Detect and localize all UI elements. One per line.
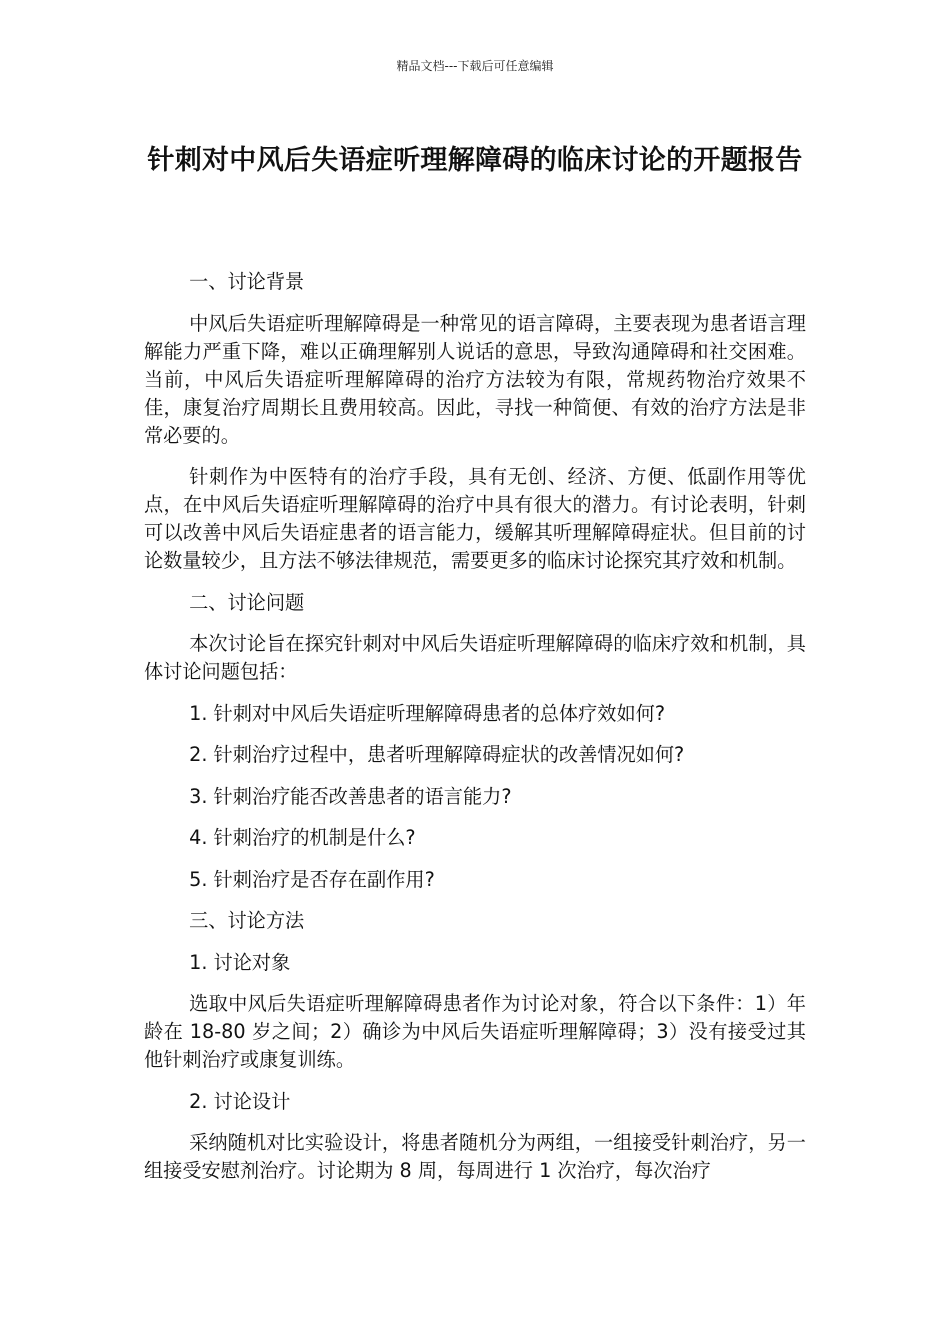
- subsection-heading-design: 2. 讨论设计: [189, 1089, 291, 1113]
- question-item-1: 1. 针刺对中风后失语症听理解障碍患者的总体疗效如何?: [189, 701, 666, 725]
- background-paragraph-1: 中风后失语症听理解障碍是一种常见的语言障碍，主要表现为患者语言理解能力严重下降，难以正确理解别人说话的意思，导致沟通障碍和社交困难。当前，中风后失语症听理解障碍的治疗方法较为有限，常规药物治疗效果不佳，康复治疗周期长且费用较高。因此，寻找一种简便、有效的治疗方法是非常必要的。: [144, 311, 806, 447]
- questions-intro: 本次讨论旨在探究针刺对中风后失语症听理解障碍的临床疗效和机制，具体讨论问题包括：: [144, 632, 806, 683]
- section-heading-background: 一、讨论背景: [189, 270, 305, 293]
- subsection-heading-subjects: 1. 讨论对象: [189, 950, 291, 974]
- section-heading-questions: 二、讨论问题: [189, 590, 305, 614]
- design-paragraph: 采纳随机对比实验设计，将患者随机分为两组，一组接受针刺治疗，另一组接受安慰剂治疗。讨论期为 8 周，每周进行 1 次治疗，每次治疗: [144, 1131, 806, 1182]
- document-body: [144, 268, 806, 1199]
- background-paragraph-2: 针刺作为中医特有的治疗手段，具有无创、经济、方便、低副作用等优点，在中风后失语症听理解障碍的治疗中具有很大的潜力。有讨论表明，针刺可以改善中风后失语症患者的语言能力，缓解其听理解障碍症状。但目前的讨论数量较少，且方法不够法律规范，需要更多的临床讨论探究其疗效和机制。: [144, 465, 806, 572]
- question-item-4: 4. 针刺治疗的机制是什么?: [189, 826, 416, 849]
- question-item-2: 2. 针刺治疗过程中，患者听理解障碍症状的改善情况如何?: [189, 743, 685, 766]
- section-heading-methods: 三、讨论方法: [189, 909, 305, 932]
- subjects-paragraph: 选取中风后失语症听理解障碍患者作为讨论对象，符合以下条件：1）年龄在 18-80 岁之间；2）确诊为中风后失语症听理解障碍；3）没有接受过其他针刺治疗或康复训练。: [144, 992, 806, 1071]
- header-note: 精品文档---下载后可任意编辑: [396, 59, 554, 73]
- question-item-3: 3. 针刺治疗能否改善患者的语言能力?: [189, 784, 512, 808]
- question-item-5: 5. 针刺治疗是否存在副作用?: [189, 867, 435, 891]
- document-title: 针刺对中风后失语症听理解障碍的临床讨论的开题报告: [147, 145, 803, 176]
